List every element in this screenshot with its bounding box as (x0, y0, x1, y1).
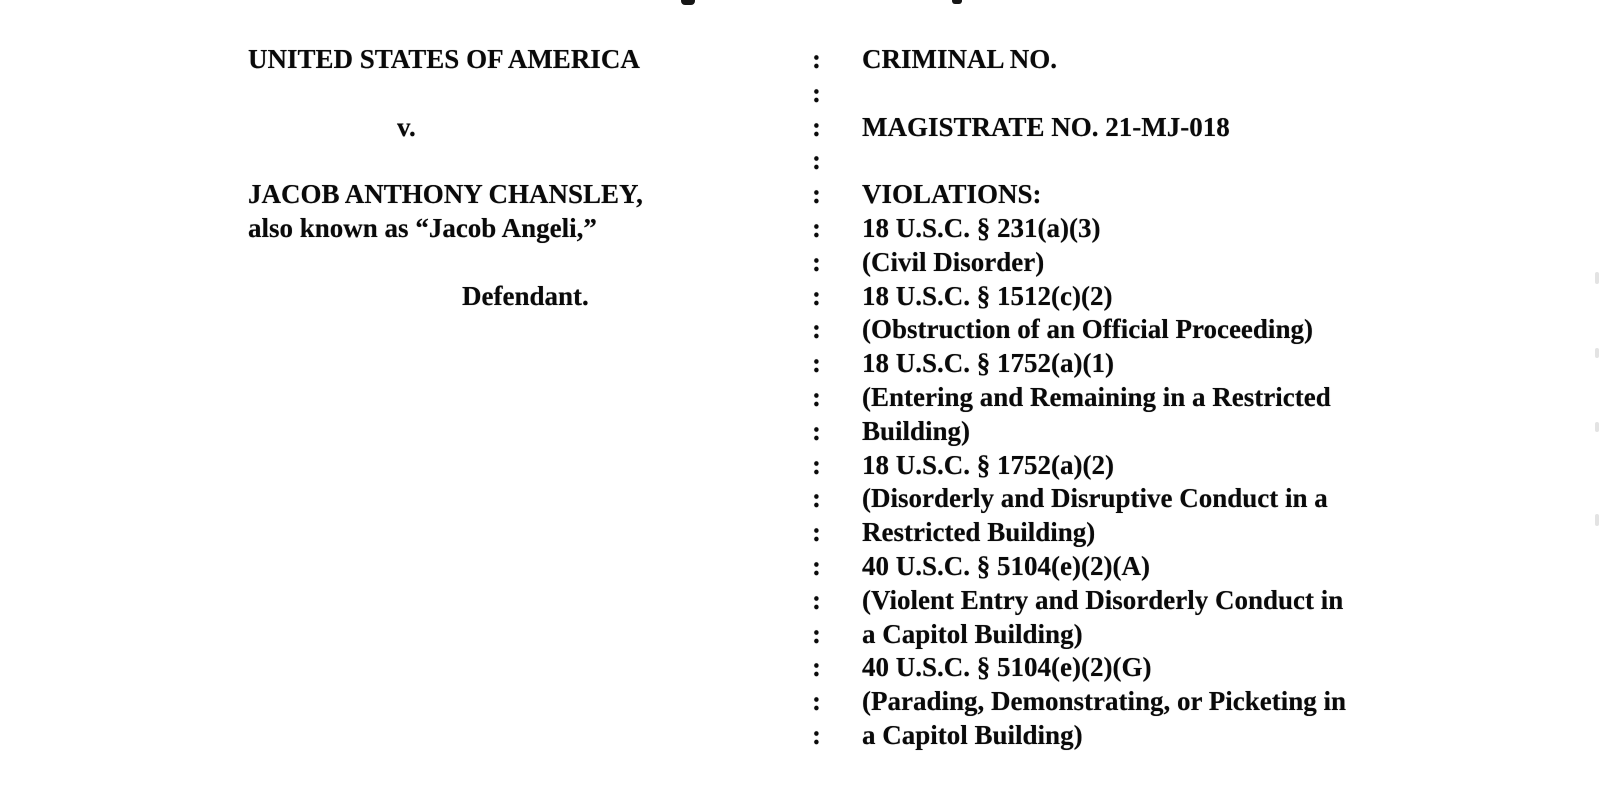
caption-row (248, 178, 1458, 212)
scan-artifact (1595, 422, 1599, 432)
caption-row (248, 584, 1458, 618)
caption-separator: : (812, 348, 821, 379)
spacer (248, 719, 812, 753)
statute-1752a1: 18 U.S.C. § 1752(a)(1) (862, 348, 1114, 379)
caption-separator: : (812, 550, 821, 581)
scan-artifact (1595, 348, 1599, 358)
caption-separator: : (812, 618, 821, 649)
statute-231a3-description: (Civil Disorder) (862, 246, 1045, 277)
caption-row (248, 415, 1458, 449)
statute-5104e2G: 40 U.S.C. § 5104(e)(2)(G) (862, 652, 1152, 683)
spacer (248, 77, 812, 111)
caption-separator: : (812, 246, 821, 277)
cropped-text-remnant (681, 0, 695, 5)
statute-1512c2: 18 U.S.C. § 1512(c)(2) (862, 280, 1113, 311)
caption-separator: : (812, 314, 821, 345)
caption-row (248, 651, 1458, 685)
statute-1752a2-description-line2: Restricted Building) (862, 517, 1096, 548)
caption-separator: : (812, 381, 821, 412)
caption-row (248, 381, 1458, 415)
caption-row (248, 516, 1458, 550)
spacer (248, 415, 812, 449)
caption-row (248, 685, 1458, 719)
caption-separator: : (812, 111, 821, 142)
caption-separator: : (812, 483, 821, 514)
caption-row (248, 719, 1458, 753)
spacer (248, 584, 812, 618)
scan-artifact (1595, 272, 1599, 284)
caption-separator: : (812, 719, 821, 750)
versus-abbreviation: v. (397, 111, 416, 142)
spacer (862, 77, 1458, 111)
statute-5104e2A-description-line2: a Capitol Building) (862, 618, 1083, 649)
spacer (248, 449, 812, 483)
spacer (248, 482, 812, 516)
defendant-alias: also known as “Jacob Angeli,” (248, 212, 597, 243)
spacer (248, 685, 812, 719)
caption-row (248, 449, 1458, 483)
caption-row (248, 144, 1458, 178)
spacer (862, 144, 1458, 178)
statute-5104e2G-description-line1: (Parading, Demonstrating, or Picketing in (862, 686, 1346, 717)
statute-5104e2A-description-line1: (Violent Entry and Disorderly Conduct in (862, 584, 1344, 615)
caption-row (248, 280, 1458, 314)
statute-1752a1-description-line1: (Entering and Remaining in a Restricted (862, 381, 1331, 412)
defendant-label: Defendant. (462, 280, 589, 311)
spacer (248, 516, 812, 550)
defendant-name: JACOB ANTHONY CHANSLEY, (248, 179, 643, 210)
caption-row (248, 212, 1458, 246)
cropped-text-remnant (952, 0, 962, 4)
spacer (248, 550, 812, 584)
caption-separator: : (812, 44, 821, 74)
caption-separator: : (812, 145, 821, 176)
caption-separator: : (812, 449, 821, 480)
caption-separator: : (812, 517, 821, 548)
caption-row (248, 550, 1458, 584)
caption-row (248, 313, 1458, 347)
statute-1752a2: 18 U.S.C. § 1752(a)(2) (862, 449, 1114, 480)
caption-separator: : (812, 77, 821, 108)
spacer (248, 144, 812, 178)
caption-separator: : (812, 280, 821, 311)
caption-separator: : (812, 686, 821, 717)
case-caption (248, 43, 1458, 753)
statute-231a3: 18 U.S.C. § 231(a)(3) (862, 212, 1101, 243)
plaintiff-name: UNITED STATES OF AMERICA (248, 44, 640, 74)
caption-row (248, 347, 1458, 381)
criminal-no-label: CRIMINAL NO. (862, 44, 1058, 74)
caption-separator: : (812, 584, 821, 615)
spacer (248, 618, 812, 652)
caption-row (248, 246, 1458, 280)
caption-row (248, 111, 1458, 145)
caption-separator: : (812, 415, 821, 446)
spacer (248, 313, 812, 347)
statute-1752a1-description-line2: Building) (862, 415, 971, 446)
violations-heading: VIOLATIONS: (862, 179, 1042, 210)
spacer (248, 381, 812, 415)
spacer (248, 651, 812, 685)
caption-separator: : (812, 652, 821, 683)
statute-5104e2G-description-line2: a Capitol Building) (862, 719, 1083, 750)
caption-row (248, 618, 1458, 652)
spacer (248, 246, 812, 280)
scan-artifact (1595, 514, 1599, 526)
caption-separator: : (812, 212, 821, 243)
magistrate-no: MAGISTRATE NO. 21-MJ-018 (862, 111, 1230, 142)
caption-row (248, 482, 1458, 516)
caption-row (248, 77, 1458, 111)
statute-1752a2-description-line1: (Disorderly and Disruptive Conduct in a (862, 483, 1328, 514)
caption-separator: : (812, 179, 821, 210)
statute-5104e2A: 40 U.S.C. § 5104(e)(2)(A) (862, 550, 1150, 581)
spacer (248, 347, 812, 381)
caption-row (248, 43, 1458, 77)
statute-1512c2-description: (Obstruction of an Official Proceeding) (862, 314, 1313, 345)
